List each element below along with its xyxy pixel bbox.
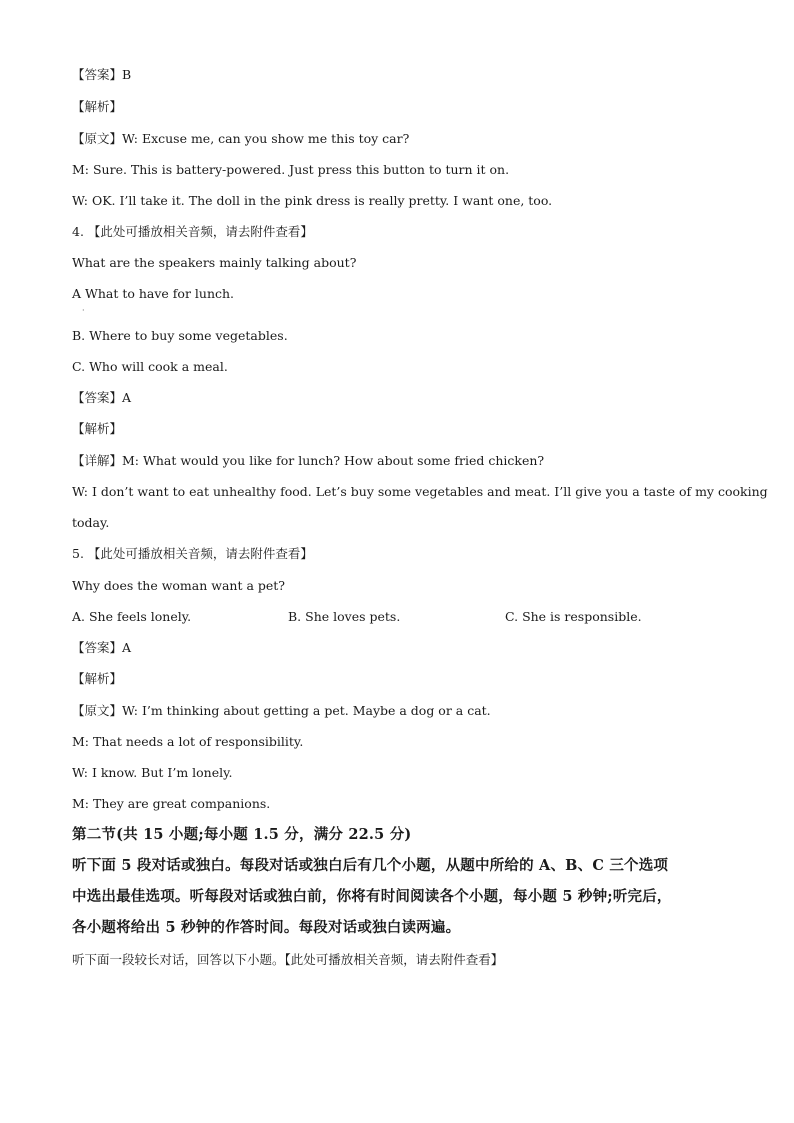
q4-question: What are the speakers mainly talking about?	[72, 255, 357, 270]
q5-analysis-label: 【解析】	[72, 671, 123, 686]
q5-option-c: C. She is responsible.	[505, 609, 642, 624]
q3-analysis-label: 【解析】	[72, 99, 123, 114]
q3-transcript-line-3: W: OK. I’ll take it. The doll in the pink dress is really pretty. I want one, too.	[72, 193, 553, 208]
q5-transcript-line-4: M: They are great companions.	[72, 796, 271, 811]
q4-detail-line-3: today.	[72, 515, 110, 530]
q4-detail-line-1: 【详解】M: What would you like for lunch? How about some fried chicken?	[72, 453, 545, 468]
q5-transcript-line-3: W: I know. But I’m lonely.	[72, 765, 233, 780]
q3-answer: 【答案】B	[72, 67, 132, 82]
q5-option-a: A. She feels lonely.	[72, 609, 192, 624]
q5-transcript-line-2: M: That needs a lot of responsibility.	[72, 734, 304, 749]
q4-answer: 【答案】A	[72, 390, 132, 405]
section2-next-prompt: 听下面一段较长对话，回答以下小题。【此处可播放相关音频，请去附件查看】	[72, 952, 504, 967]
section2-title: 第二节(共 15 小题;每小题 1.5 分，满分 22.5 分)	[72, 826, 412, 843]
q4-header: 4. 【此处可播放相关音频，请去附件查看】	[72, 224, 313, 239]
q4-analysis-label: 【解析】	[72, 421, 123, 436]
q5-option-b: B. She loves pets.	[288, 609, 401, 624]
section2-instruction-line-3: 各小题将给出 5 秒钟的作答时间。每段对话或独白读两遍。	[72, 919, 461, 936]
q4-option-b: B. Where to buy some vegetables.	[72, 328, 288, 343]
q4-option-c: C. Who will cook a meal.	[72, 359, 228, 374]
section2-instruction-line-2: 中选出最佳选项。听每段对话或独白前，你将有时间阅读各个小题，每小题 5 秒钟;听完后，	[72, 888, 672, 905]
q3-transcript-line-1: 【原文】W: Excuse me, can you show me this toy car?	[72, 131, 410, 146]
q4-option-a: A What to have for lunch.	[72, 286, 235, 301]
q5-transcript-line-1: 【原文】W: I’m thinking about getting a pet. Maybe a dog or a cat.	[72, 703, 491, 718]
section2-instruction-line-1: 听下面 5 段对话或独白。每段对话或独白后有几个小题，从题中所给的 A、B、C 三个选项	[72, 857, 669, 874]
q5-question: Why does the woman want a pet?	[72, 578, 285, 593]
stray-dot-mark: ·	[82, 306, 85, 315]
q5-header: 5. 【此处可播放相关音频，请去附件查看】	[72, 546, 313, 561]
q4-detail-line-2: W: I don’t want to eat unhealthy food. Let’s buy some vegetables and meat. I’ll give you a taste of my cooking	[72, 484, 768, 499]
q3-transcript-line-2: M: Sure. This is battery-powered. Just press this button to turn it on.	[72, 162, 510, 177]
q5-answer: 【答案】A	[72, 640, 132, 655]
